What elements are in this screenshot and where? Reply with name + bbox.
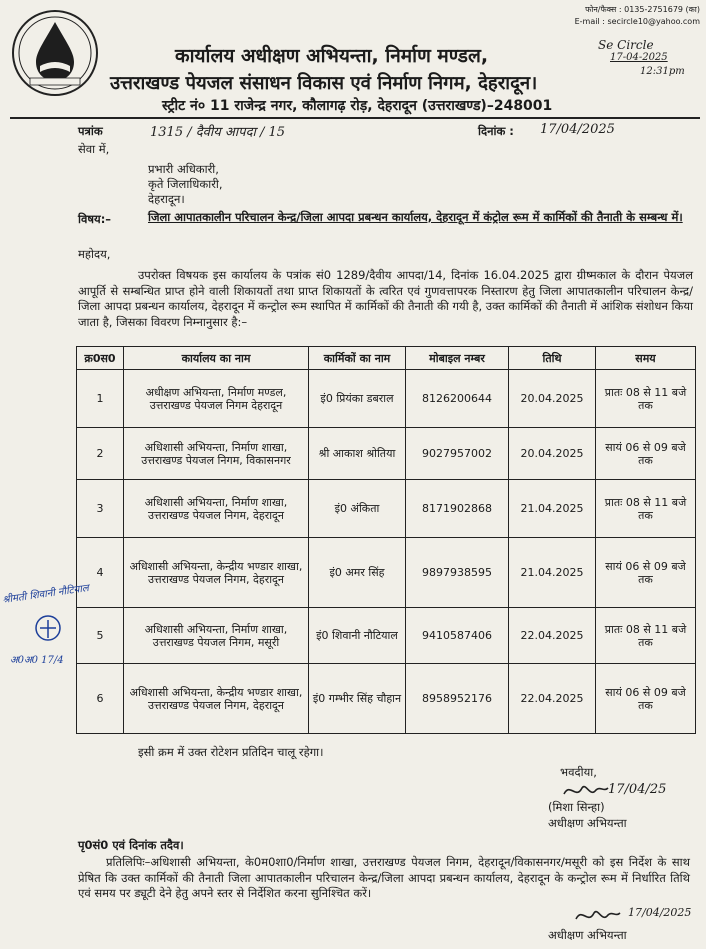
cell-time: प्रातः 08 से 11 बजे तक xyxy=(596,608,696,664)
body-paragraph: उपरोक्त विषयक इस कार्यालय के पत्रांक सं0 1289/दैवीय आपदा/14, दिनांक 16.04.2025 द्वारा ग्रीष्मकाल के दौरान पेयजल आपूर्ति से सम्बन्धित प्राप्त होने वाली शिकायतों तथा प्राप्त शिकायतों के त्वरित एवं गुणवत्तापरक निस्तारण हेतु जिला आपातकालीन परिचालन केन्द्र/जिला आपदा प्रबन्धन कार्यालय, देहरादून में कन्ट्रोल रूम स्थापित में कार्मिकों की तैनाती की गयी है, उक्त कार्मिकों की तैनाती में आंशिक संशोधन किया जाता है, जिसका विवरण निम्नानुसार है:– xyxy=(78,268,693,329)
cell-mobile: 9897938595 xyxy=(406,538,509,608)
header-personnel: कार्मिकों का नाम xyxy=(309,347,406,370)
cell-personnel: श्री आकाश श्रोतिया xyxy=(309,428,406,480)
margin-note-line2: अ0अ0 17/4 xyxy=(10,655,64,666)
cell-date: 20.04.2025 xyxy=(509,428,596,480)
cell-personnel: इं0 शिवानी नौटियाल xyxy=(309,608,406,664)
cell-mobile: 9027957002 xyxy=(406,428,509,480)
header-contact xyxy=(500,4,700,28)
header-mobile: मोबाइल नम्बर xyxy=(406,347,509,370)
cell-office: अधिशासी अभियन्ता, निर्माण शाखा, उत्तराखण्ड पेयजल निगम, मसूरी xyxy=(124,608,309,664)
cell-date: 22.04.2025 xyxy=(509,664,596,734)
to-line1: प्रभारी अधिकारी, xyxy=(148,162,219,176)
salutation: महोदय, xyxy=(78,247,111,261)
cell-office: अधिशासी अभियन्ता, निर्माण शाखा, उत्तराखण्ड पेयजल निगम, विकासनगर xyxy=(124,428,309,480)
dinank-label: दिनांक : xyxy=(478,124,514,138)
cell-date: 21.04.2025 xyxy=(509,538,596,608)
cell-office: अधीक्षण अभियन्ता, निर्माण मण्डल, उत्तराखण्ड पेयजल निगम देहरादून xyxy=(124,370,309,428)
copy-heading: पृ0सं0 एवं दिनांक तदैव। xyxy=(78,838,184,852)
cell-sno: 4 xyxy=(77,538,124,608)
copy-handwritten-date: 17/04/2025 xyxy=(628,906,692,919)
cell-personnel: इं0 अमर सिंह xyxy=(309,538,406,608)
copy-signature-scribble-icon xyxy=(572,905,622,927)
cell-mobile: 9410587406 xyxy=(406,608,509,664)
cell-time: प्रातः 08 से 11 बजे तक xyxy=(596,370,696,428)
duty-roster-table xyxy=(76,346,696,734)
cell-mobile: 8126200644 xyxy=(406,370,509,428)
cell-time: सायं 06 से 09 बजे तक xyxy=(596,428,696,480)
corporation-logo-icon xyxy=(10,8,100,98)
cell-office: अधिशासी अभियन्ता, केन्द्रीय भण्डार शाखा, उत्तराखण्ड पेयजल निगम, देहरादून xyxy=(124,664,309,734)
cell-time: प्रातः 08 से 11 बजे तक xyxy=(596,480,696,538)
cell-sno: 5 xyxy=(77,608,124,664)
table-row xyxy=(77,538,696,608)
signature-scribble-icon xyxy=(560,780,610,802)
to-line2: कृते जिलाधिकारी, xyxy=(148,177,223,191)
header-date: तिथि xyxy=(509,347,596,370)
contact-email: E-mail : secircle10@yahoo.com xyxy=(574,17,700,26)
margin-note-line1: श्रीमती शिवानी नौटियाल xyxy=(1,582,90,606)
table-row xyxy=(77,428,696,480)
signatory-name: (मिशा सिन्हा) xyxy=(548,800,605,814)
copy-designation: अधीक्षण अभियन्ता xyxy=(548,928,627,942)
office-address: स्ट्रीट नं० 11 राजेन्द्र नगर, कौलागढ़ रोड़, देहरादून (उत्तराखण्ड)–248001 xyxy=(162,98,553,114)
received-time-note: 12:31pm xyxy=(640,66,685,77)
cell-date: 22.04.2025 xyxy=(509,608,596,664)
cell-sno: 2 xyxy=(77,428,124,480)
table-header-row xyxy=(77,347,696,370)
margin-mark-icon xyxy=(30,610,70,650)
cell-personnel: इं0 अंकिता xyxy=(309,480,406,538)
received-note: Se Circle xyxy=(598,38,654,52)
patrank-value: 1315 / दैवीय आपदा / 15 xyxy=(150,125,286,140)
cell-time: सायं 06 से 09 बजे तक xyxy=(596,664,696,734)
office-title-line2: उत्तराखण्ड पेयजल संसाधन विकास एवं निर्माण निगम, देहरादून। xyxy=(110,73,538,94)
header-sno: क्र0स0 xyxy=(77,347,124,370)
cell-date: 21.04.2025 xyxy=(509,480,596,538)
closing: भवदीया, xyxy=(560,765,597,779)
table-row xyxy=(77,480,696,538)
dinank-value: 17/04/2025 xyxy=(540,122,615,137)
table-row xyxy=(77,608,696,664)
header-time: समय xyxy=(596,347,696,370)
cell-office: अधिशासी अभियन्ता, निर्माण शाखा, उत्तराखण्ड पेयजल निगम, देहरादून xyxy=(124,480,309,538)
subject-text: जिला आपातकालीन परिचालन केन्द्र/जिला आपदा प्रबन्धन कार्यालय, देहरादून में कंट्रोल रूम में कार्मिकों की तैनाती के सम्बन्ध में। xyxy=(148,210,683,224)
signature-handwritten-date: 17/04/25 xyxy=(608,782,667,797)
cell-date: 20.04.2025 xyxy=(509,370,596,428)
office-title-line1: कार्यालय अधीक्षण अभियन्ता, निर्माण मण्डल, xyxy=(175,45,489,67)
contact-phone: फोन/फैक्स : 0135-2751679 (का) xyxy=(585,5,700,14)
cell-sno: 3 xyxy=(77,480,124,538)
signatory-designation: अधीक्षण अभियन्ता xyxy=(548,816,627,830)
cell-office: अधिशासी अभियन्ता, केन्द्रीय भण्डार शाखा, उत्तराखण्ड पेयजल निगम, देहरादून xyxy=(124,538,309,608)
cell-sno: 1 xyxy=(77,370,124,428)
rotation-note: इसी क्रम में उक्त रोटेशन प्रतिदिन चालू रहेगा। xyxy=(138,745,324,759)
header-divider xyxy=(10,117,700,119)
header-office: कार्यालय का नाम xyxy=(124,347,309,370)
cell-time: सायं 06 से 09 बजे तक xyxy=(596,538,696,608)
cell-personnel: इं0 गम्भीर सिंह चौहान xyxy=(309,664,406,734)
cell-mobile: 8958952176 xyxy=(406,664,509,734)
sewa-label: सेवा में, xyxy=(78,142,110,156)
patrank-label: पत्रांक xyxy=(78,124,103,138)
to-line3: देहरादून। xyxy=(148,192,185,206)
vishay-label: विषय:– xyxy=(78,212,112,226)
copy-text: प्रतिलिपिः–अधिशासी अभियन्ता, के0म0शा0/निर्माण शाखा, उत्तराखण्ड पेयजल निगम, देहरादून/विकासनगर/मसूरी को इस निर्देश के साथ प्रेषित कि उक्त कार्मिकों की तैनाती जिला आपातकालीन परिचालन केन्द्र/जिला आपदा प्रबन्धन कार्यालय, देहरादून के कन्ट्रोल रूम में निर्धारित तिथि एवं समय पर ड्यूटी देने हेतु अपने स्तर से निर्देशित करना सुनिश्चित करें। xyxy=(78,855,690,900)
table-row xyxy=(77,370,696,428)
cell-mobile: 8171902868 xyxy=(406,480,509,538)
cell-sno: 6 xyxy=(77,664,124,734)
cell-personnel: इं0 प्रियंका डबराल xyxy=(309,370,406,428)
received-date-note: 17-04-2025 xyxy=(610,52,668,63)
table-row xyxy=(77,664,696,734)
